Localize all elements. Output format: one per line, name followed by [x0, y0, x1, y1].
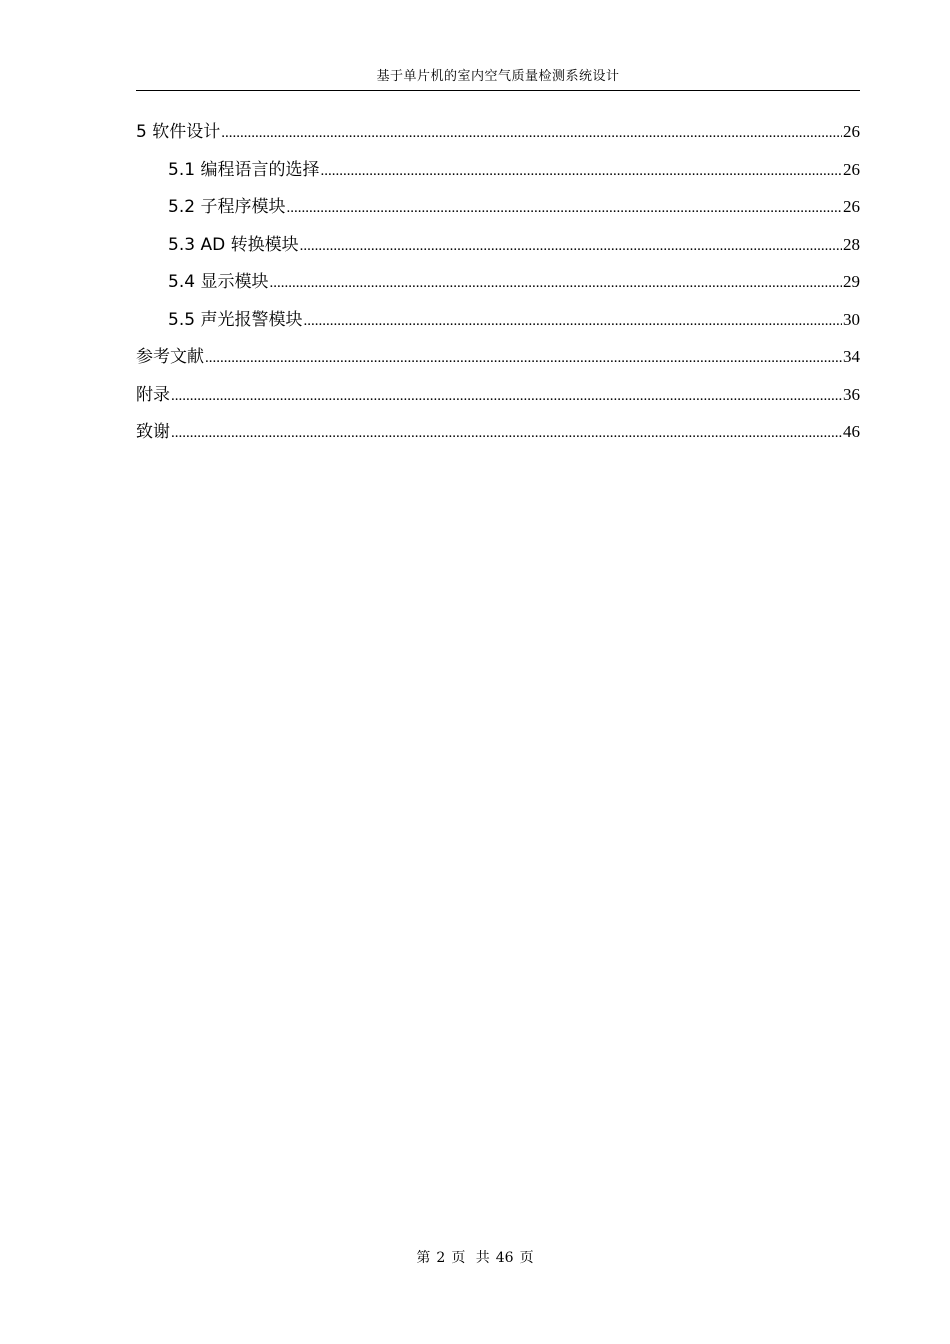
toc-entry[interactable]: [136, 226, 860, 264]
toc-dot-leader: [171, 378, 842, 416]
table-of-contents: [136, 113, 860, 451]
running-header-title: 基于单片机的室内空气质量检测系统设计: [376, 69, 620, 84]
toc-entry-label: 5.3 AD 转换模块: [168, 234, 299, 255]
toc-entry[interactable]: [136, 188, 860, 226]
toc-entry-page: 28: [843, 234, 860, 254]
toc-entry-page: 26: [843, 159, 860, 179]
toc-entry-label: 参考文献: [136, 347, 204, 367]
toc-dot-leader: [171, 415, 842, 453]
toc-dot-leader: [303, 303, 842, 341]
toc-entry-label: 5.1 编程语言的选择: [168, 159, 320, 180]
toc-entry[interactable]: [136, 301, 860, 339]
footer-current-page: 2: [436, 1250, 446, 1266]
toc-entry[interactable]: [136, 263, 860, 301]
toc-entry[interactable]: [136, 338, 860, 376]
toc-entry-label: 5.2 子程序模块: [168, 197, 286, 217]
toc-dot-leader: [286, 190, 842, 228]
toc-dot-leader: [221, 115, 842, 153]
footer-middle: 页 共: [451, 1250, 490, 1266]
toc-entry-label: 致谢: [136, 422, 170, 442]
toc-entry-page: 30: [843, 309, 860, 329]
toc-entry[interactable]: [136, 113, 860, 151]
toc-entry-label: 5.5 声光报警模块: [168, 309, 303, 330]
toc-entry-page: 34: [843, 347, 860, 366]
toc-entry[interactable]: [136, 376, 860, 414]
toc-entry[interactable]: [136, 151, 860, 189]
toc-entry-page: 26: [843, 122, 860, 141]
page-number-footer: [0, 1248, 950, 1268]
footer-prefix: 第: [416, 1250, 431, 1266]
toc-entry[interactable]: [136, 413, 860, 451]
footer-total-pages: 46: [495, 1250, 514, 1266]
toc-entry-page: 36: [843, 384, 860, 404]
toc-entry-label: 5 软件设计: [136, 122, 221, 142]
toc-entry-label: 附录: [136, 384, 170, 405]
toc-entry-page: 26: [843, 197, 860, 216]
toc-dot-leader: [269, 265, 842, 303]
toc-entry-page: 29: [843, 272, 860, 291]
footer-suffix: 页: [519, 1250, 534, 1266]
toc-entry-page: 46: [843, 422, 860, 441]
toc-dot-leader: [320, 153, 842, 191]
toc-dot-leader: [300, 228, 842, 266]
toc-entry-label: 5.4 显示模块: [168, 272, 269, 292]
header-rule: [136, 90, 860, 91]
toc-dot-leader: [205, 340, 842, 378]
